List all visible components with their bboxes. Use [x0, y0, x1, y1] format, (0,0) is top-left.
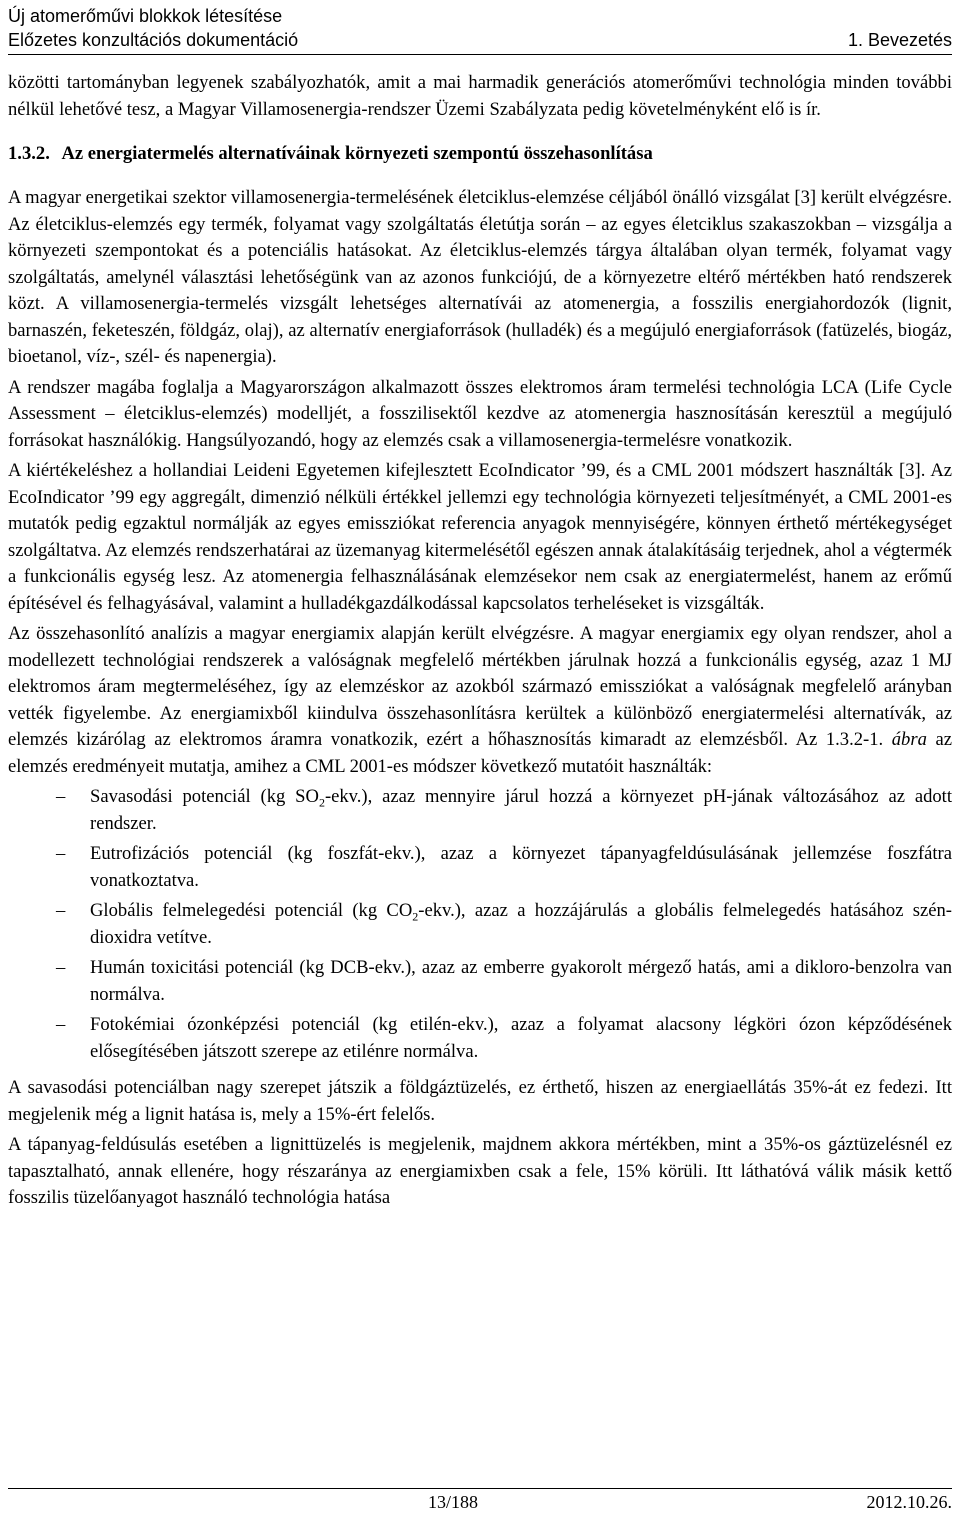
paragraph-energy-mix-part1: Az összehasonlító analízis a magyar energiamix alapján került elvégzésre. A magyar energiamix egy olyan rendszer, ahol a modellezett technológiai rendszerek a valóságnak megfelelő mértékben járulnak hozzá a funkcionális egység, azaz 1 MJ elektromos áram megtermeléséhez, így az elemzéskor az azokból származó emissziókat a valóságnak megfelelő arányban vették figyelembe. Az energiamixből kiindulva összehasonlításra kerültek a különböző energiatermelési alternatívák, az elemzés kizárólag az elektromos áramra vonatkozik, ezért a hőhasznosítás kimaradt az elemzésből. Az 1.3.2-1. [8, 623, 952, 750]
paragraph-intro: közötti tartományban legyenek szabályozhatók, amit a mai harmadik generációs atomerőművi technológia minden további nélkül lehetővé tesz, a Magyar Villamosenergia-rendszer Üzemi Szabályzata pedig követelményként elő is ír. [8, 72, 952, 120]
paragraph-eutrophication: A tápanyag-feldúsulás esetében a lignittüzelés is megjelenik, majdnem akkora mértékben, mint a 35%-os gáztüzelésnél ez tapasztalható, annak ellenére, hogy részaránya az energiamixben csak a fele, 15% körüli. Itt láthatóvá válik másik kettő fosszilis tüzelőanyagot használó technológia hatása [8, 1134, 952, 1208]
paragraph-energy-mix [8, 621, 952, 780]
list-item: – Fotokémiai ózonképzési potenciál (kg etilén-ekv.), azaz a folyamat alacsony légköri ózon képződésének elősegítésében játszott szerepe az etilénre normálva. [56, 1014, 952, 1062]
chapter-label: 1. Bevezetés [847, 30, 952, 50]
section-title: Az energiatermelés alternatíváinak környezeti szempontú összehasonlítása [61, 143, 653, 164]
page-header [8, 4, 952, 55]
document-body [8, 70, 952, 1216]
dash-bullet: – [56, 900, 66, 921]
document-title: Új atomerőművi blokkok létesítése [8, 6, 283, 26]
indicator-list [8, 784, 952, 1065]
list-item: – Savasodási potenciál (kg $SO_2-ekv$.), azaz mennyire járul hozzá a környezet pH-jának változásához az adott rendszer. [56, 786, 952, 834]
paragraph-evaluation: A kiértékeléshez a hollandiai Leideni Egyetemen kifejlesztett EcoIndicator ’99, és a CML 2001 módszert használták [3]. Az EcoIndicator ’99 egy aggregált, dimenzió nélküli értékkel jellemzi egy technológia környezeti teljesítményét, a CML 2001-es mutatók pedig egzaktul normálják az egyes emissziókat referencia anyagok mennyiségére, könnyen érthető mértékegységet szolgáltatva. Az elemzés rendszerhatárai az üzemanyag kitermelésétől egészen annak átalakításáig terjednek, ahol a végtermék a funkcionális egység lesz. Az atomenergia felhasználásának elemzésekor nem csak az energiatermelést, hanem az erőmű építésével és felhagyásával, valamint a hulladékgazdálkodással kapcsolatos terheléseket is vizsgálták. [8, 460, 952, 614]
list-item: – Eutrofizációs potenciál (kg foszfát-ekv.), azaz a környezet tápanyagfeldúsulásának jellemzése foszfátra vonatkoztatva. [56, 843, 952, 891]
document-date: 2012.10.26. [866, 1492, 952, 1512]
paragraph-system: A rendszer magába foglalja a Magyarországon alkalmazott összes elektromos áram termelési technológia LCA (Life Cycle Assessment – életciklus-elemzés) modelljét, a fosszilisektől kezdve az atomenergia hasznosításán keresztül a megújuló forrásokat használókig. Hangsúlyozandó, hogy az elemzés csak a villamosenergia-termelésre vonatkozik. [8, 376, 952, 451]
paragraph-acidification: A savasodási potenciálban nagy szerepet játszik a földgáztüzelés, ez érthető, hiszen az energiaellátás 35%-át ez fedezi. Itt megjelenik még a lignit hatása is, mely a 15%-ért felelős. [8, 1077, 952, 1125]
paragraph-energy-mix-part2: az elemzés eredményeit mutatja, amihez a CML 2001-es módszer következő mutatóit használták: [8, 729, 952, 777]
page-footer [8, 1488, 952, 1512]
dash-bullet: – [56, 957, 66, 978]
section-heading [8, 141, 952, 167]
dash-bullet: – [56, 786, 66, 807]
section-number: 1.3.2. [8, 143, 50, 164]
list-item: – Humán toxicitási potenciál (kg DCB-ekv.), azaz az emberre gyakorolt mérgező hatás, ami a dikloro-benzolra van normálva. [56, 957, 952, 1005]
document-subtitle: Előzetes konzultációs dokumentáció [8, 30, 299, 50]
list-item: – Globális felmelegedési potenciál (kg $CO_2-ekv$.), azaz a hozzájárulás a globális felmelegedés hatásához szén-dioxidra vetítve. [56, 900, 952, 948]
dash-bullet: – [56, 1014, 66, 1035]
dash-bullet: – [56, 843, 66, 864]
paragraph-lca-intro: A magyar energetikai szektor villamosenergia-termelésének életciklus-elemzése céljából önálló vizsgálat [3] került elvégzésre. Az életciklus-elemzés egy termék, folyamat vagy szolgáltatás életútja során – az egyes életciklus szakaszokban – vizsgálja a környezeti szempontokat és a potenciális hatásokat. Az életciklus-elemzés tárgya általában olyan termék, folyamat vagy szolgáltatás, amelynél választási lehetőségünk van az azonos funkciójú, de a környezetre eltérő mértékben ható rendszerek közt. A villamosenergia-termelés vizsgált lehetséges alternatívái az atomenergia, a fosszilis energiahordozók (lignit, barnaszén, feketeszén, földgáz, olaj), az alternatív energiaforrások (hulladék) és a megújuló energiaforrások (fatüzelés, biogáz, bioetanol, víz-, szél- és napenergia). [8, 187, 952, 367]
figure-ref-italic: ábra [891, 729, 927, 750]
page-number: 13/188 [428, 1492, 479, 1512]
